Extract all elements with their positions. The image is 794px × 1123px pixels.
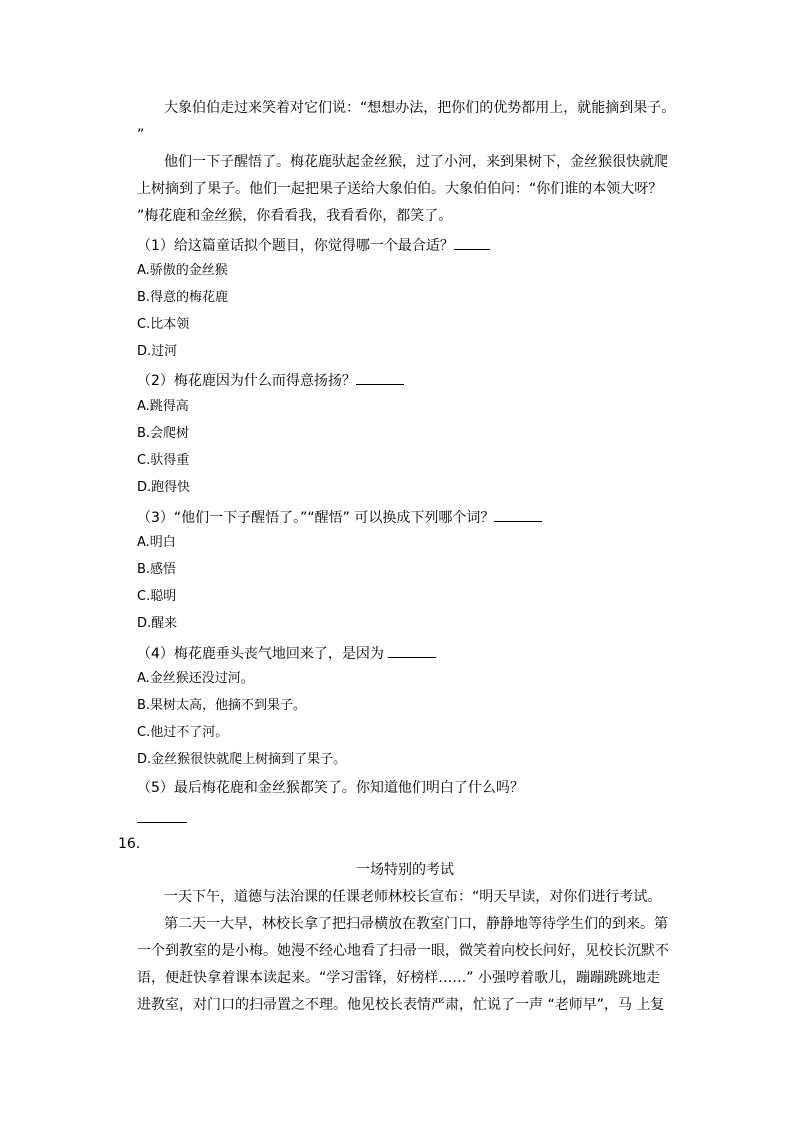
question-4-option-d: D.金丝猴很快就爬上树摘到了果子。 [137, 752, 347, 767]
question-1-option-c: C.比本领 [137, 317, 190, 332]
question-2-answer-blank[interactable] [356, 370, 404, 385]
question-1-text: （1）给这篇童话拟个题目，你觉得哪一个最合适？ [137, 238, 454, 254]
question-2-stem [137, 370, 404, 390]
question-4-text: （4）梅花鹿垂头丧气地回来了，是因为 [137, 646, 389, 662]
question-4-option-a: A.金丝猴还没过河。 [137, 671, 254, 686]
question-5-stem: （5）最后梅花鹿和金丝猴都笑了。你知道他们明白了什么吗？ [137, 780, 524, 796]
question-1-stem [137, 235, 490, 255]
passage-paragraph-2-line-2: 上树摘到了果子。他们一起把果子送给大象伯伯。大象伯伯问：“你们谁的本领大呀？ [137, 181, 663, 197]
question-4-answer-blank[interactable] [388, 643, 436, 658]
question-1-option-d: D.过河 [137, 344, 178, 359]
question-16-line-4: 语，便赶快拿着课本读起来。“学习雷锋，好榜样……” 小强哼着歌儿，蹦蹦跳跳地走 [137, 970, 660, 986]
question-3-option-b: B.感悟 [137, 562, 177, 577]
question-4-option-c: C.他过不了河。 [137, 725, 229, 740]
passage-paragraph-1-line-1: 大象伯伯走过来笑着对它们说：“想想办法，把你们的优势都用上，就能摘到果子。 [164, 100, 676, 116]
question-2-option-a: A.跳得高 [137, 399, 189, 414]
question-1-option-a: A.骄傲的金丝猴 [137, 263, 228, 278]
question-16-passage-title: 一场特别的考试 [356, 862, 454, 878]
passage-paragraph-1-line-2: ” [137, 127, 145, 143]
question-3-answer-blank[interactable] [494, 507, 542, 522]
question-16-line-1: 一天下午，道德与法治课的任课老师林校长宣布：“明天早读，对你们进行考试。 [164, 889, 662, 905]
question-2-option-d: D.跑得快 [137, 480, 191, 495]
passage-paragraph-2-line-1: 他们一下子醒悟了。梅花鹿驮起金丝猴，过了小河，来到果树下，金丝猴很快就爬 [164, 154, 668, 170]
question-16-line-2: 第二天一大早，林校长拿了把扫帚横放在教室门口，静静地等待学生们的到来。第 [164, 916, 668, 932]
question-4-option-b: B.果树太高，他摘不到果子。 [137, 698, 307, 713]
passage-paragraph-2-line-3: ”梅花鹿和金丝猴，你看看我，我看看你，都笑了。 [137, 208, 453, 224]
question-16-number: 16. [118, 836, 141, 852]
question-3-option-a: A.明白 [137, 535, 176, 550]
question-2-text: （2）梅花鹿因为什么而得意扬扬？ [137, 373, 356, 389]
question-1-option-b: B.得意的梅花鹿 [137, 290, 229, 305]
question-5-answer-blank[interactable] [137, 808, 187, 823]
question-5-answer-line[interactable] [137, 808, 187, 828]
question-1-answer-blank[interactable] [454, 235, 490, 250]
question-3-option-c: C.聪明 [137, 589, 177, 604]
question-3-text: （3）“他们一下子醒悟了。”“醒悟” 可以换成下列哪个词？ [137, 510, 495, 526]
question-2-option-c: C.驮得重 [137, 453, 190, 468]
question-2-option-b: B.会爬树 [137, 426, 190, 441]
question-16-line-5: 进教室，对门口的扫帚置之不理。他见校长表情严肃，忙说了一声 “老师早”，马 上复 [137, 997, 665, 1013]
question-16-line-3: 一个到教室的是小梅。她漫不经心地看了扫帚一眼，微笑着向校长问好，见校长沉默不 [137, 943, 669, 959]
question-3-stem [137, 507, 542, 527]
question-4-stem [137, 643, 436, 663]
question-3-option-d: D.醒来 [137, 616, 178, 631]
